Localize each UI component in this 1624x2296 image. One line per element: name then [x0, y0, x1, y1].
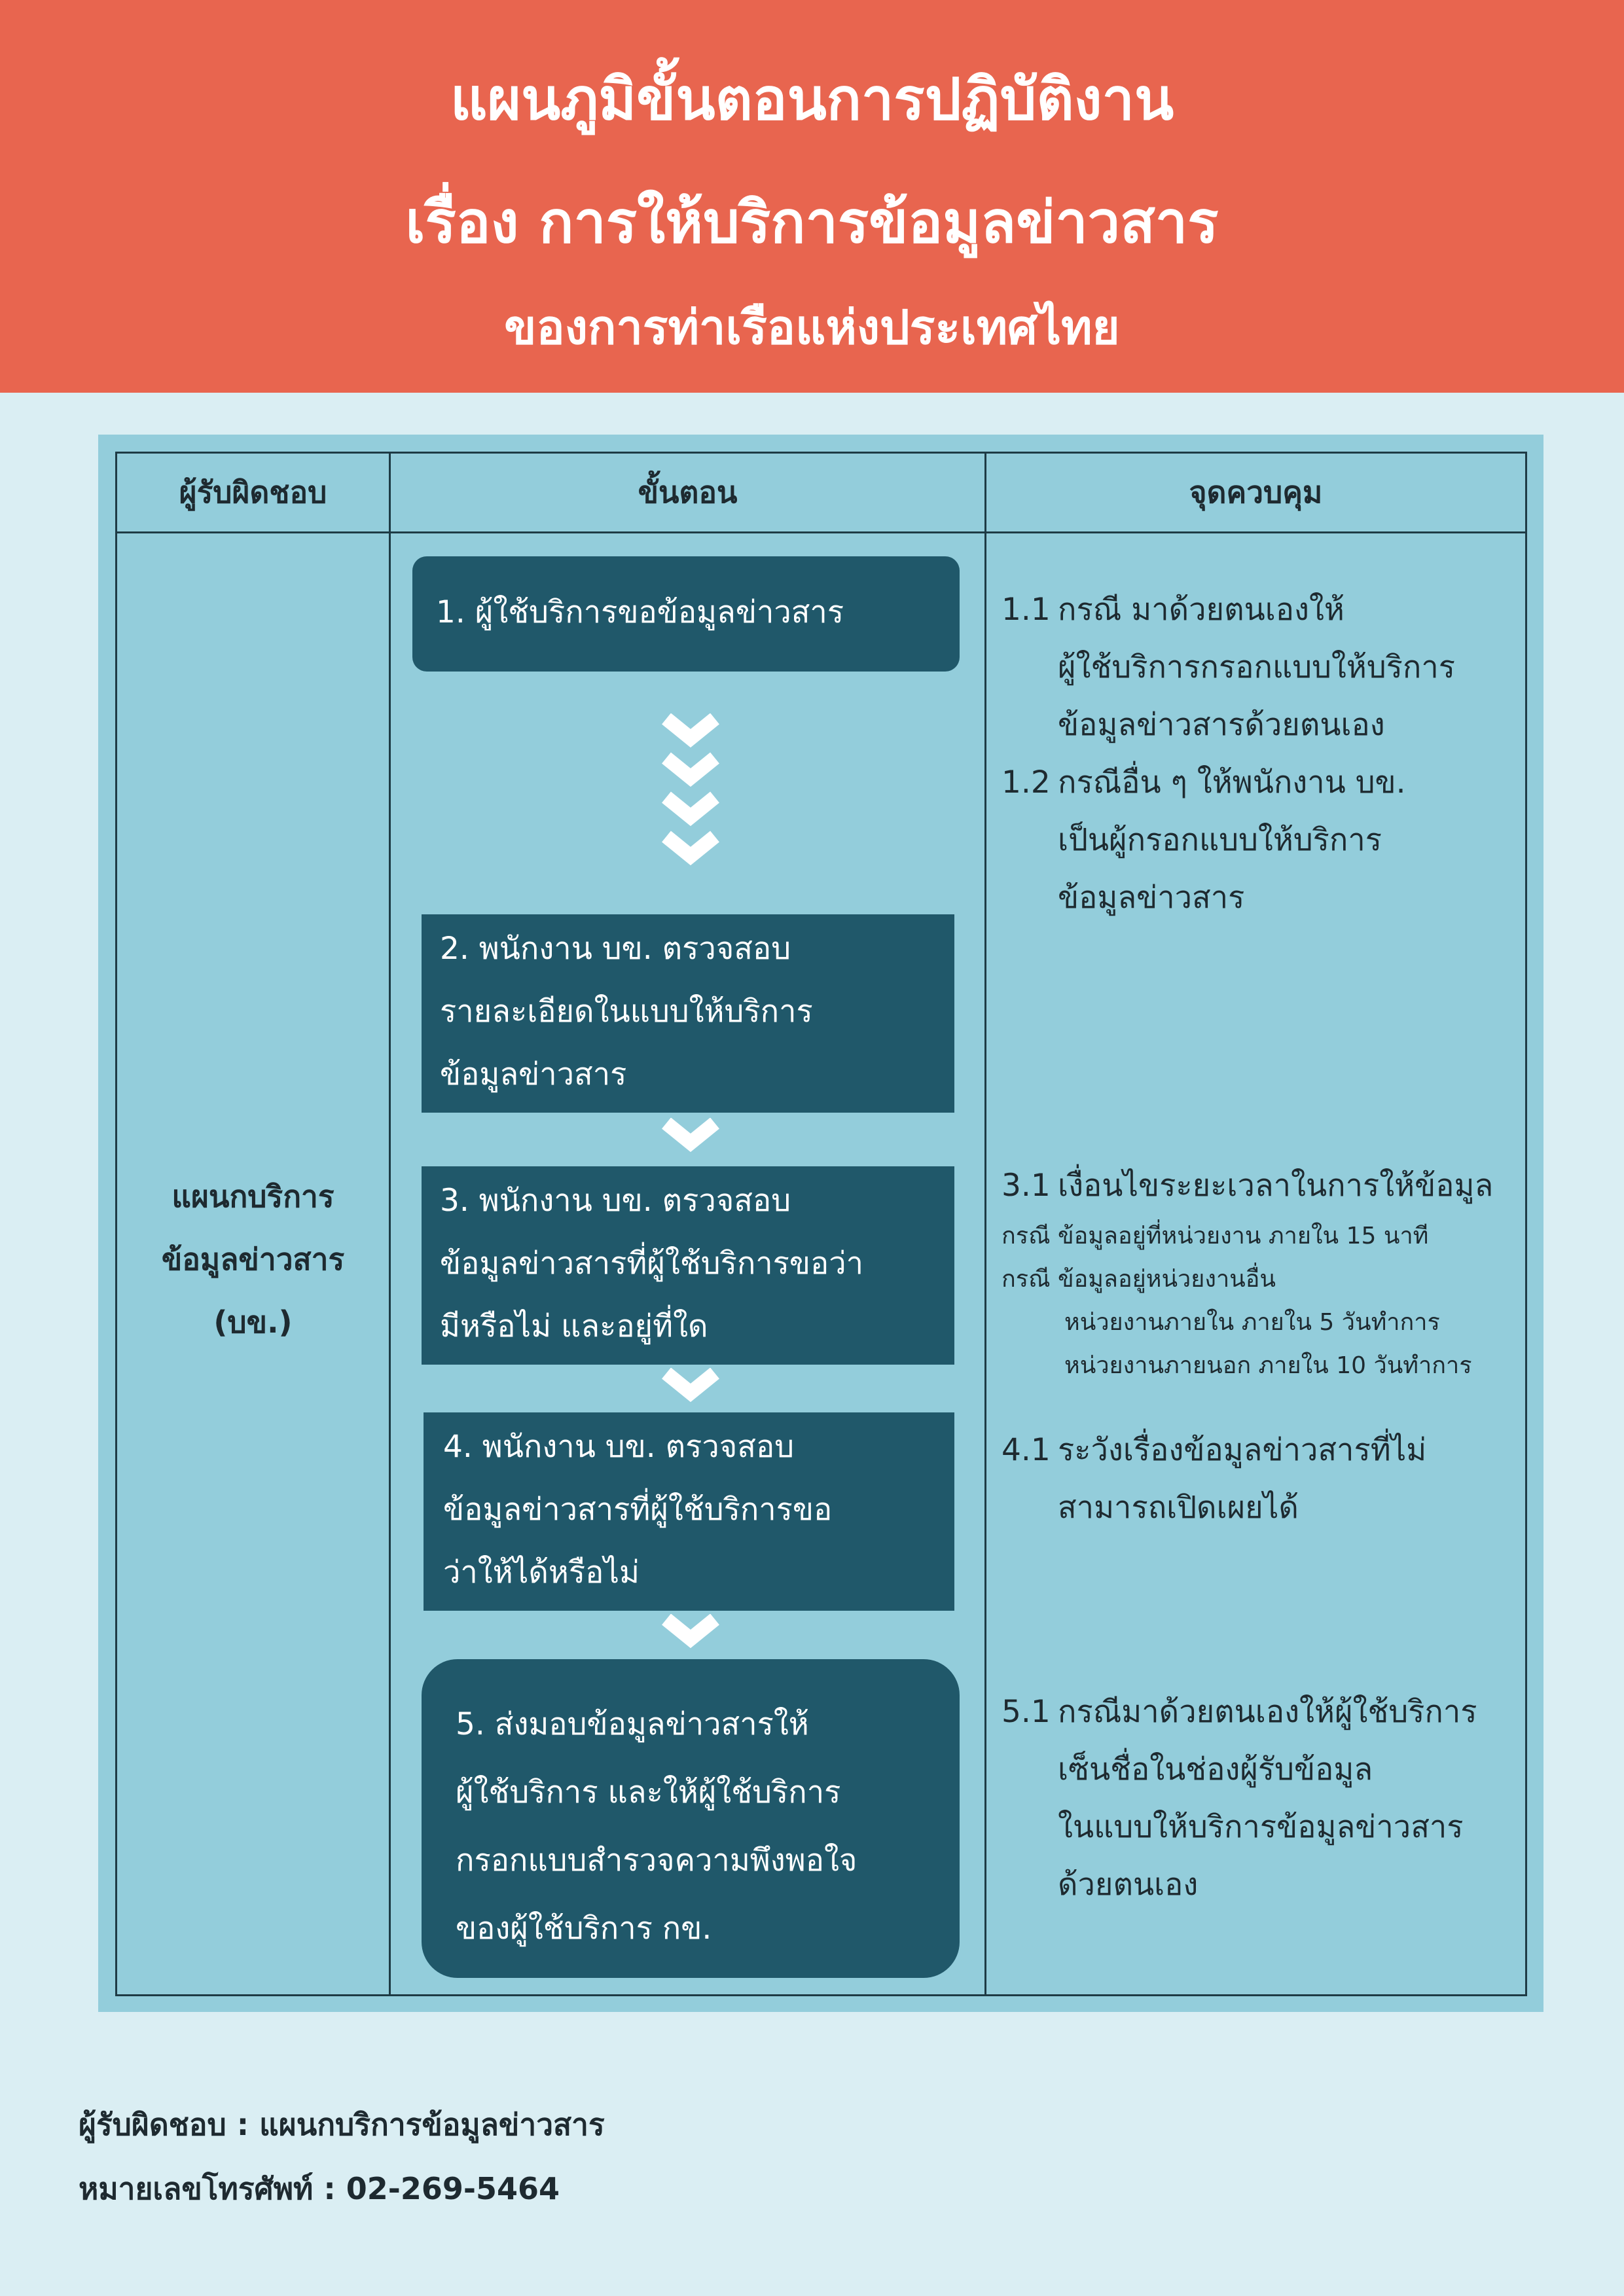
control-3-1-sub-3: หน่วยงานภายใน ภายใน 5 วันทำการ: [1064, 1309, 1440, 1336]
control-1-1: [1001, 581, 1455, 754]
title-line-1: แผนภูมิขั้นตอนการปฏิบัติงาน: [450, 65, 1174, 133]
control-3-1-title: เงื่อนไขระยะเวลาในการให้ข้อมูล: [1058, 1168, 1494, 1204]
control-4-1: [1001, 1422, 1426, 1537]
step-4-line-3: ว่าให้ได้หรือไม่: [443, 1554, 640, 1590]
step-2-box: [422, 914, 954, 1113]
step-1-line-1: 1. ผู้ใช้บริการขอข้อมูลข่าวสาร: [436, 594, 844, 630]
step-4-line-2: ข้อมูลข่าวสารที่ผู้ใช้บริการขอ: [443, 1492, 833, 1528]
responsible-line-3: (บข.): [213, 1304, 293, 1340]
control-1-2-line-2: เป็นผู้กรอกแบบให้บริการ: [1058, 822, 1382, 858]
responsible-line-1: แผนกบริการ: [171, 1179, 334, 1214]
step-1-box: [412, 556, 960, 672]
control-1-1-line-3: ข้อมูลข่าวสารด้วยตนเอง: [1058, 707, 1385, 743]
step-5-line-3: กรอกแบบสำรวจความพึงพอใจ: [456, 1842, 857, 1878]
col-header-responsible: ผู้รับผิดชอบ: [179, 475, 327, 510]
control-4-1-line-2: สามารถเปิดเผยได้: [1058, 1490, 1299, 1526]
control-1-1-line-1: กรณี มาด้วยตนเองให้: [1058, 592, 1344, 628]
control-3-1-number: 3.1: [1001, 1168, 1051, 1204]
step-4-line-1: 4. พนักงาน บข. ตรวจสอบ: [443, 1429, 795, 1465]
control-3-1-sub-2: กรณี ข้อมูลอยู่หน่วยงานอื่น: [1001, 1266, 1276, 1293]
chevron-down-icon: [661, 1614, 720, 1653]
responsible-unit: [117, 1165, 389, 1354]
step-2-line-2: รายละเอียดในแบบให้บริการ: [440, 994, 813, 1030]
chevron-down-icon: [661, 713, 720, 870]
step-3-line-1: 3. พนักงาน บข. ตรวจสอบ: [440, 1183, 791, 1219]
control-5-1-line-3: ในแบบให้บริการข้อมูลข่าวสาร: [1058, 1809, 1464, 1845]
footer-phone: หมายเลขโทรศัพท์ : 02-269-5464: [79, 2171, 560, 2206]
control-1-1-number: 1.1: [1001, 592, 1051, 628]
footer-responsible: ผู้รับผิดชอบ : แผนกบริการข้อมูลข่าวสาร: [79, 2107, 605, 2142]
table-divider-2: [984, 452, 986, 1996]
title-line-2: เรื่อง การให้บริการข้อมูลข่าวสาร: [405, 188, 1219, 256]
control-5-1: [1001, 1683, 1477, 1914]
control-5-1-line-4: ด้วยตนเอง: [1058, 1867, 1199, 1903]
title-line-3: ของการท่าเรือแห่งประเทศไทย: [504, 300, 1120, 355]
control-5-1-line-1: กรณีมาด้วยตนเองให้ผู้ใช้บริการ: [1058, 1694, 1477, 1730]
control-4-1-number: 4.1: [1001, 1432, 1051, 1468]
header-banner: [0, 0, 1624, 393]
step-5-box: [422, 1659, 960, 1978]
step-5-line-2: ผู้ใช้บริการ และให้ผู้ใช้บริการ: [456, 1774, 841, 1810]
step-2-line-1: 2. พนักงาน บข. ตรวจสอบ: [440, 931, 791, 967]
control-3-1: [1001, 1157, 1493, 1388]
step-4-box: [424, 1412, 954, 1611]
control-1-2-number: 1.2: [1001, 764, 1051, 800]
table-divider-1: [389, 452, 391, 1996]
step-5-line-1: 5. ส่งมอบข้อมูลข่าวสารให้: [456, 1706, 809, 1742]
control-3-1-sub-4: หน่วยงานภายนอก ภายใน 10 วันทำการ: [1064, 1352, 1472, 1379]
chevron-down-icon: [661, 1368, 720, 1407]
responsible-line-2: ข้อมูลข่าวสาร: [161, 1242, 345, 1277]
step-5-line-4: ของผู้ใช้บริการ กข.: [456, 1910, 712, 1946]
control-1-2: [1001, 754, 1406, 927]
step-3-line-3: มีหรือไม่ และอยู่ที่ใด: [440, 1308, 708, 1344]
control-5-1-number: 5.1: [1001, 1694, 1051, 1730]
chevron-down-icon: [661, 1118, 720, 1157]
step-3-box: [422, 1166, 954, 1365]
col-header-control: จุดควบคุม: [1189, 475, 1323, 510]
col-header-steps: ขั้นตอน: [638, 475, 738, 510]
control-4-1-line-1: ระวังเรื่องข้อมูลข่าวสารที่ไม่: [1058, 1432, 1427, 1468]
control-1-2-line-3: ข้อมูลข่าวสาร: [1058, 880, 1245, 916]
step-2-line-3: ข้อมูลข่าวสาร: [440, 1056, 627, 1092]
step-3-line-2: ข้อมูลข่าวสารที่ผู้ใช้บริการขอว่า: [440, 1246, 864, 1282]
control-1-2-line-1: กรณีอื่น ๆ ให้พนักงาน บข.: [1058, 764, 1406, 800]
control-1-1-line-2: ผู้ใช้บริการกรอกแบบให้บริการ: [1058, 649, 1456, 685]
control-5-1-line-2: เซ็นชื่อในช่องผู้รับข้อมูล: [1058, 1751, 1373, 1787]
control-3-1-sub-1: กรณี ข้อมูลอยู่ที่หน่วยงาน ภายใน 15 นาที: [1001, 1223, 1429, 1249]
table-header-divider: [115, 531, 1527, 533]
